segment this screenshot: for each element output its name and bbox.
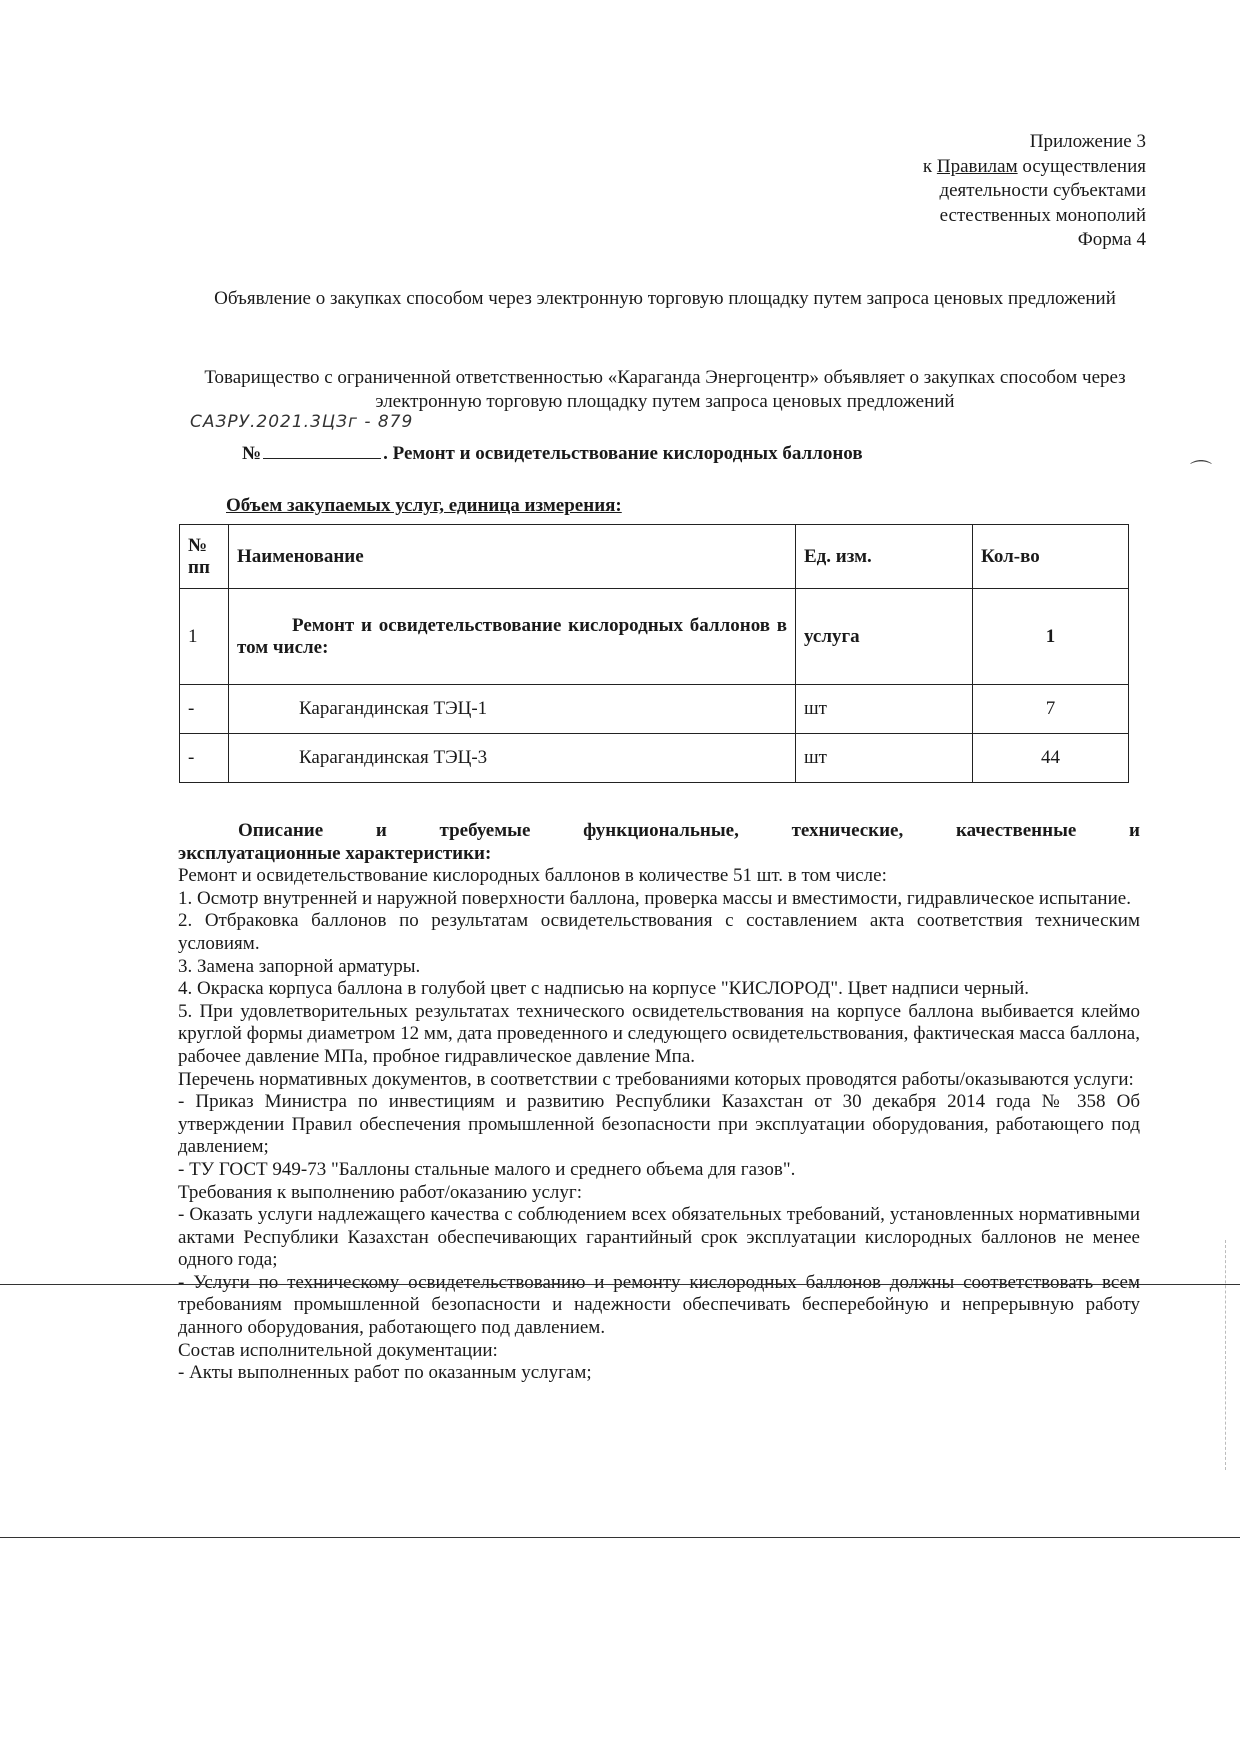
annex-suffix: осуществления — [1017, 155, 1146, 177]
description-paragraph: - Услуги по техническому освидетельствованию и ремонту кислородных баллонов должны соответствовать всем требованиям промышленной безопасности и надежности обеспечивать бесперебойную и непрерывную работу данного оборудования, работающего под давлением. — [178, 1271, 1140, 1339]
table-header-row — [180, 525, 1129, 589]
subject-text: . Ремонт и освидетельствование кислородных баллонов — [383, 443, 863, 464]
table-row — [180, 589, 1129, 685]
scope-heading: Объем закупаемых услуг, единица измерения: — [226, 495, 622, 516]
description-paragraph: Требования к выполнению работ/оказанию услуг: — [178, 1181, 582, 1203]
row-qty: 1 — [973, 589, 1129, 685]
row-qty: 44 — [973, 734, 1129, 783]
row-unit: услуга — [796, 589, 973, 685]
row-qty: 7 — [973, 685, 1129, 734]
description-paragraph: 1. Осмотр внутренней и наружной поверхности баллона, проверка массы и вместимости, гидравлическое испытание. — [178, 887, 1131, 909]
row-unit: шт — [796, 685, 973, 734]
description-paragraph: 3. Замена запорной арматуры. — [178, 955, 421, 977]
description-heading: Описание и требуемые функциональные, технические, качественные и — [238, 820, 1140, 841]
annex-line-1: Приложение 3 — [1029, 131, 1146, 152]
number-blank — [263, 458, 381, 459]
row-name: Ремонт и освидетельствование кислородных баллонов в том числе: — [229, 589, 796, 685]
description-paragraph: Ремонт и освидетельствование кислородных баллонов в количестве 51 шт. в том числе: — [178, 865, 887, 887]
col-header-unit: Ед. изм. — [796, 525, 973, 589]
description-paragraph: 5. При удовлетворительных результатах технического освидетельствования на корпусе баллона выбивается клеймо круглой формы диаметром 12 мм, дата проведенного и следующего освидетельствования, фактическая масса баллона, рабочее давление МПа, пробное гидравлическое давление Мпа. — [178, 1000, 1140, 1067]
row-number: - — [180, 734, 229, 783]
col-header-name: Наименование — [229, 525, 796, 589]
description-heading-cont: эксплуатационные характеристики: — [178, 842, 492, 864]
scan-line — [0, 1537, 1240, 1538]
table-row — [180, 685, 1129, 734]
subject-line — [242, 443, 863, 465]
description-paragraph: Перечень нормативных документов, в соответствии с требованиями которых проводятся работы/оказываются услуги: — [178, 1068, 1134, 1090]
annex-line-3: деятельности субъектами — [939, 180, 1146, 201]
description-paragraph: - Приказ Министра по инвестициям и развитию Республики Казахстан от 30 декабря 2014 года № 358 Об утверждении Правил обеспечения промышленной безопасности при эксплуатации оборудования, работающего под давлением; — [178, 1091, 1140, 1158]
col-header-number: № пп — [180, 525, 229, 589]
scan-line — [0, 1284, 1240, 1285]
margin-mark: ⌒ — [1190, 460, 1213, 485]
handwritten-number: САЗРУ.2021.3ЦЗг - 879 — [190, 412, 414, 432]
description-paragraph: - ТУ ГОСТ 949-73 "Баллоны стальные малого и среднего объема для газов". — [178, 1158, 796, 1180]
row-number: 1 — [180, 589, 229, 685]
annex-prefix: к — [922, 155, 937, 177]
table-row — [180, 734, 1129, 783]
row-name: Карагандинская ТЭЦ-3 — [229, 734, 796, 783]
row-unit: шт — [796, 734, 973, 783]
annex-line-2 — [800, 155, 1146, 180]
col-header-qty: Кол-во — [973, 525, 1129, 589]
row-number: - — [180, 685, 229, 734]
description-paragraph: - Оказать услуги надлежащего качества с соблюдением всех обязательных требований, установленных нормативными актами Республики Казахстан обеспечивающих гарантийный срок эксплуатации кислородных баллонов не менее одного года; — [178, 1204, 1140, 1271]
number-sign: № — [242, 443, 262, 464]
annex-line-4: естественных монополий — [939, 204, 1146, 226]
annex-block — [800, 130, 1146, 253]
intro-paragraph: Товарищество с ограниченной ответственностью «Караганда Энергоцентр» объявляет о закупках способом через электронную торговую площадку путем запроса ценовых предложений — [204, 367, 1126, 412]
description-paragraph: Состав исполнительной документации: — [178, 1339, 498, 1361]
row-name: Карагандинская ТЭЦ-1 — [229, 685, 796, 734]
document-title: Объявление о закупках способом через электронную торговую площадку путем запроса ценовых предложений — [214, 288, 1116, 309]
description-section — [178, 820, 1140, 1385]
description-paragraph: 4. Окраска корпуса баллона в голубой цвет с надписью на корпусе "КИСЛОРОД". Цвет надписи черный. — [178, 978, 1030, 1000]
description-paragraph: - Акты выполненных работ по оказанным услугам; — [178, 1362, 592, 1384]
rules-link-text: Правилам — [936, 155, 1018, 177]
description-paragraph: 2. Отбраковка баллонов по результатам освидетельствования с составлением акта соответствия техническим условиям. — [178, 910, 1140, 954]
form-number: Форма 4 — [1077, 229, 1146, 250]
items-table — [179, 524, 1129, 783]
margin-dashes — [1225, 1240, 1226, 1470]
